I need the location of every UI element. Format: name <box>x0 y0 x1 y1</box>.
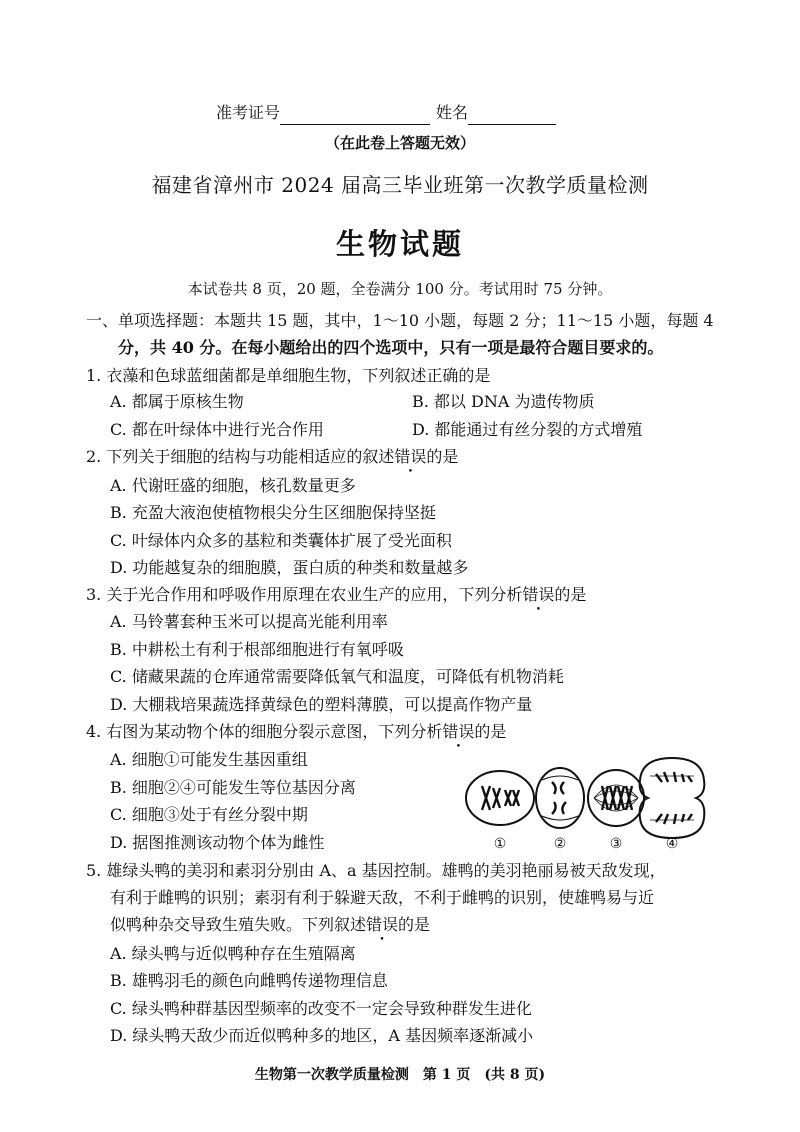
question-3-emphasis: 错误 <box>522 585 555 604</box>
question-4-emphasis: 错误 <box>442 722 475 741</box>
question-4-option-b: B. 细胞②④可能发生等位基因分离 <box>110 778 356 797</box>
figure-label-3: ③ <box>609 836 623 852</box>
question-4-stem <box>86 720 506 744</box>
subject-title: 生物试题 <box>335 227 464 261</box>
question-5-option-b: B. 雄鸭羽毛的颜色向雌鸭传递物理信息 <box>110 971 388 990</box>
exam-info: 本试卷共 8 页，20 题，全卷满分 100 分。考试用时 75 分钟。 <box>187 280 613 298</box>
section-heading-line-2: 分，共 40 分。在每小题给出的四个选项中，只有一项是最符合题目要求的。 <box>118 338 664 357</box>
candidate-info-row <box>216 101 562 125</box>
question-5-emphasis: 错误 <box>366 915 399 934</box>
cell-division-figure <box>460 752 722 852</box>
answer-notice: （在此卷上答题无效） <box>324 134 475 152</box>
question-5-stem-line-2: 有利于雌鸭的识别；素羽有利于躲避天敌，不利于雌鸭的识别，使雄鸭易与近 <box>110 888 655 907</box>
question-3-stem-end: 的是 <box>554 585 587 604</box>
question-2-emphasis: 错误 <box>394 447 427 466</box>
question-1-option-c: C. 都在叶绿体中进行光合作用 <box>110 420 324 439</box>
name-blank <box>468 106 556 125</box>
figure-label-1: ① <box>493 836 507 852</box>
question-3-option-b: B. 中耕松土有利于根部细胞进行有氧呼吸 <box>110 640 404 659</box>
question-5-stem-text: 似鸭种杂交导致生殖失败。下列叙述 <box>110 915 367 934</box>
exam-id-blank <box>280 106 430 125</box>
question-2-option-d: D. 功能越复杂的细胞膜，蛋白质的种类和数量越多 <box>110 558 469 577</box>
question-1-stem: 1. 衣藻和色球蓝细菌都是单细胞生物，下列叙述正确的是 <box>86 366 491 385</box>
question-4-option-d: D. 据图推测该动物个体为雌性 <box>110 833 325 852</box>
section-heading-line-1: 一、单项选择题：本题共 15 题，其中，1～10 小题，每题 2 分；11～15 小题，每题 4 <box>86 311 714 330</box>
question-1-option-b: B. 都以 DNA 为遗传物质 <box>412 392 595 411</box>
question-3-option-c: C. 储藏果蔬的仓库通常需要降低氧气和温度，可降低有机物消耗 <box>110 667 564 686</box>
question-4-option-c: C. 细胞③处于有丝分裂中期 <box>110 805 308 824</box>
question-5-stem-line-3 <box>110 913 430 937</box>
question-2-option-c: C. 叶绿体内众多的基粒和类囊体扩展了受光面积 <box>110 531 452 550</box>
question-5-stem-end: 的是 <box>398 915 431 934</box>
question-2-stem-text: 2. 下列关于细胞的结构与功能相适应的叙述 <box>86 447 395 466</box>
question-4-stem-text: 4. 右图为某动物个体的细胞分裂示意图，下列分析 <box>86 722 443 741</box>
cell-2-drawing <box>536 768 584 828</box>
cell-4-drawing <box>640 758 705 838</box>
question-2-option-a: A. 代谢旺盛的细胞，核孔数量更多 <box>110 476 356 495</box>
question-3-option-a: A. 马铃薯套种玉米可以提高光能利用率 <box>110 612 388 631</box>
question-3-stem <box>86 583 586 607</box>
exam-id-label: 准考证号 <box>216 103 281 122</box>
question-3-option-d: D. 大棚栽培果蔬选择黄绿色的塑料薄膜，可以提高作物产量 <box>110 695 533 714</box>
question-3-stem-text: 3. 关于光合作用和呼吸作用原理在农业生产的应用，下列分析 <box>86 585 523 604</box>
cell-1-drawing <box>466 771 534 825</box>
question-2-stem-end: 的是 <box>426 447 459 466</box>
cell-3-drawing <box>588 770 644 826</box>
question-4-option-a: A. 细胞①可能发生基因重组 <box>110 750 308 769</box>
question-5-option-c: C. 绿头鸭种群基因型频率的改变不一定会导致种群发生进化 <box>110 999 532 1018</box>
question-5-option-a: A. 绿头鸭与近似鸭种存在生殖隔离 <box>110 944 356 963</box>
exam-title: 福建省漳州市 2024 届高三毕业班第一次教学质量检测 <box>151 173 649 197</box>
question-4-stem-end: 的是 <box>474 722 507 741</box>
question-2-stem <box>86 445 458 469</box>
figure-label-4: ④ <box>665 836 679 852</box>
question-5-stem-line-1: 5. 雄绿头鸭的美羽和素羽分别由 A、a 基因控制。雄鸭的美羽艳丽易被天敌发现， <box>86 861 666 880</box>
question-5-option-d: D. 绿头鸭天敌少而近似鸭种多的地区，A 基因频率逐渐减小 <box>110 1026 534 1045</box>
figure-label-2: ② <box>553 836 567 852</box>
question-2-option-b: B. 充盈大液泡使植物根尖分生区细胞保持坚挺 <box>110 503 436 522</box>
name-label: 姓名 <box>436 103 469 122</box>
question-1-option-d: D. 都能通过有丝分裂的方式增殖 <box>412 420 643 439</box>
page-footer: 生物第一次教学质量检测 第 1 页 (共 8 页) <box>254 1067 546 1083</box>
question-1-option-a: A. 都属于原核生物 <box>110 392 244 411</box>
